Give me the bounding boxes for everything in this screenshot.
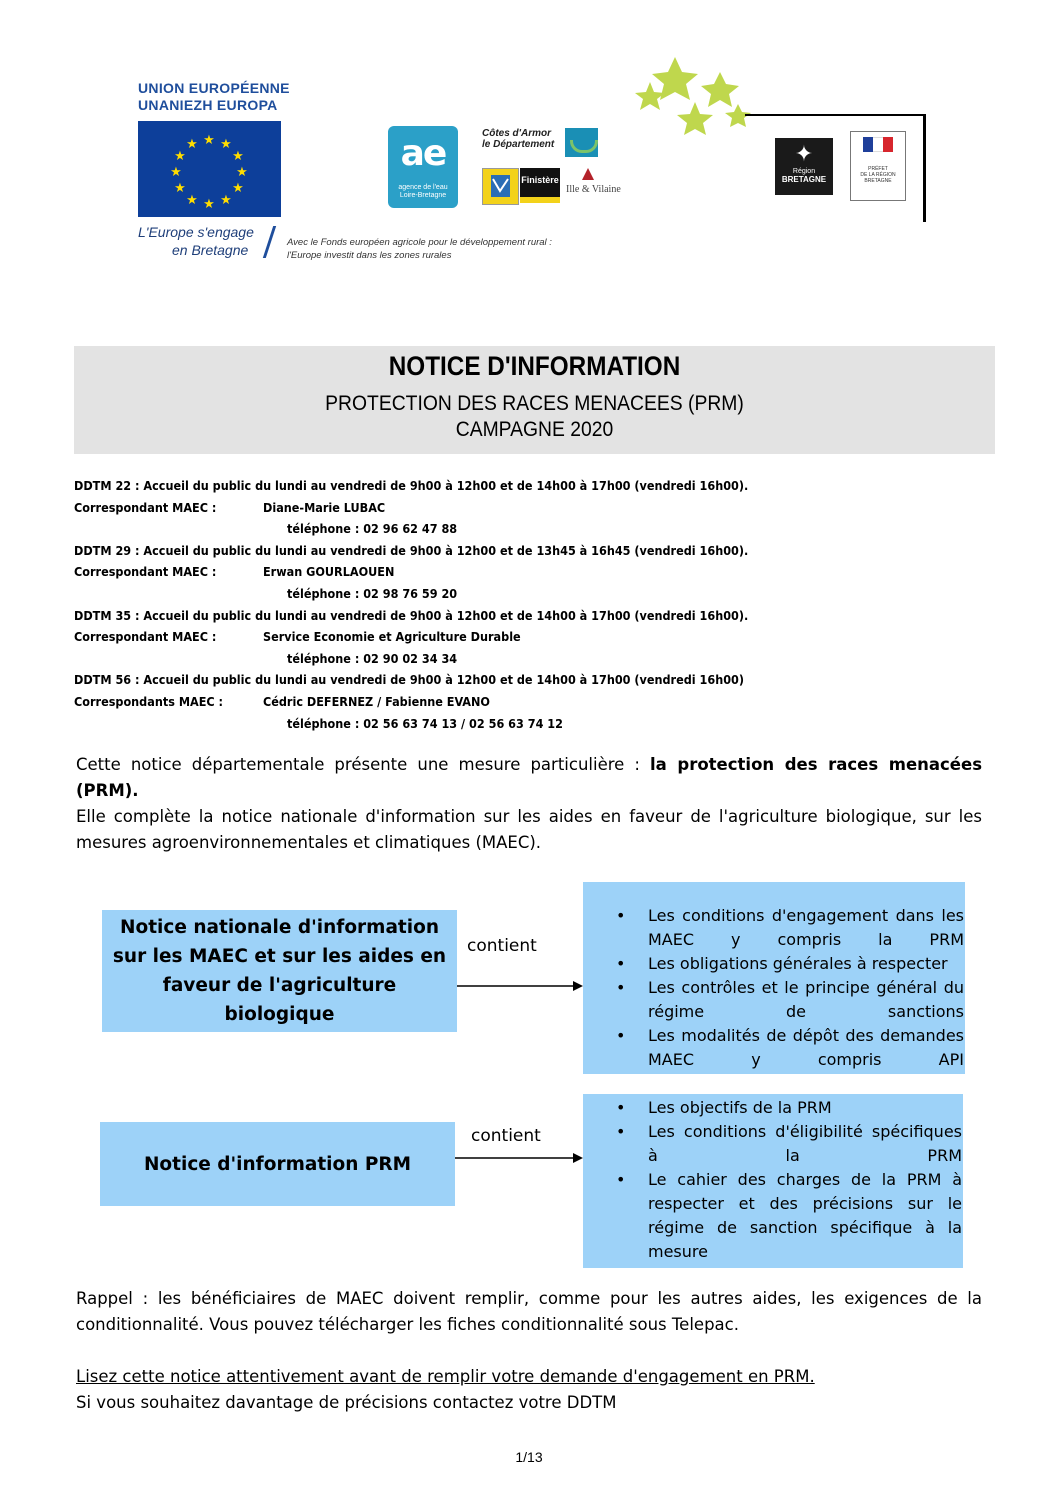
contact-ddtm-text: Si vous souhaitez davantage de précisions contactez votre DDTM <box>76 1393 617 1412</box>
arrow-icon <box>455 1151 585 1165</box>
cotes-line2: le Département <box>482 139 555 150</box>
region-bretagne-logo: ✦ Région BRETAGNE <box>775 138 833 195</box>
document-title: NOTICE D'INFORMATION <box>388 351 681 381</box>
svg-text:★: ★ <box>203 197 215 212</box>
ille-vilaine-label: Ille & Vilaine <box>566 184 621 195</box>
title-block <box>74 346 995 454</box>
prm-notice-label: Notice d'information PRM <box>143 1153 412 1175</box>
prefet-line3: BRETAGNE <box>864 178 892 184</box>
feader-line1: Avec le Fonds européen agricole pour le développement rural : <box>287 237 552 248</box>
correspondent-phone: téléphone : 02 90 02 34 34 <box>287 650 458 666</box>
ddtm-hours: DDTM 29 : Accueil du public du lundi au vendredi de 9h00 à 12h00 et de 13h45 à 16h45 (vendredi 16h00). <box>74 542 749 558</box>
document-subtitle: PROTECTION DES RACES MENACEES (PRM) <box>325 392 744 415</box>
eu-divider <box>263 226 276 258</box>
region-line2: BRETAGNE <box>781 175 827 184</box>
ddtm-22 <box>74 475 748 540</box>
correspondent-name: Diane-Marie LUBAC <box>263 499 386 515</box>
rappel-text: Rappel : les bénéficiaires de MAEC doivent remplir, comme pour les autres aides, les exigences de la conditionnalité. Vous pouvez télécharger les fiches conditionnalité sous Telepac. <box>76 1289 982 1334</box>
list-item: • Les objectifs de la PRM <box>583 1096 963 1120</box>
list-item: • Les contrôles et le principe général du régime de sanctions <box>583 976 965 1024</box>
ille-vilaine-logo <box>566 184 621 195</box>
ddtm-hours: DDTM 22 : Accueil du public du lundi au vendredi de 9h00 à 12h00 et de 14h00 à 17h00 (vendredi 16h00). <box>74 478 749 493</box>
correspondent-label: Correspondant MAEC : <box>74 564 217 580</box>
prm-notice-contents <box>583 1094 963 1268</box>
national-notice-label: Notice nationale d'information sur les MAEC et sur les aides en faveur de l'agriculture biologique <box>112 917 447 1025</box>
contains-label-1: contient <box>467 936 537 956</box>
intro-text <box>76 752 982 856</box>
instructions <box>76 1364 815 1416</box>
eu-line1: UNION EUROPÉENNE <box>138 80 290 96</box>
national-notice-box <box>102 910 457 1032</box>
intro-paragraph-2: Elle complète la notice nationale d'information sur les aides en faveur de l'agriculture biologique, sur les mesures agroenvironnementales et climatiques (MAEC). <box>76 807 982 852</box>
svg-text:★: ★ <box>170 165 182 180</box>
list-item: • Les conditions d'engagement dans les MAEC y compris la PRM <box>583 904 965 952</box>
list-item: • Le cahier des charges de la PRM à respecter et des précisions sur le régime de sanction spécifique à la mesure <box>583 1168 963 1264</box>
read-notice-text: Lisez cette notice attentivement avant de remplir votre demande d'engagement en PRM. <box>76 1367 815 1386</box>
agence-line1: agence de l'eau <box>398 184 448 191</box>
svg-text:★: ★ <box>236 165 248 180</box>
page-number: 1/13 <box>515 1449 543 1465</box>
correspondent-phone: téléphone : 02 56 63 74 13 / 02 56 63 74 12 <box>287 715 563 731</box>
svg-text:★: ★ <box>220 137 232 152</box>
marianne-icon <box>863 137 893 152</box>
campaign-year: CAMPAGNE 2020 <box>455 418 614 441</box>
correspondent-name: Service Economie et Agriculture Durable <box>263 629 521 645</box>
eu-slogan-line2: en Bretagne <box>172 242 249 258</box>
intro-text-bold: la protection des races menacées (PRM). <box>76 755 983 800</box>
finistere-label: Finistère <box>521 175 559 185</box>
eu-slogan-line1: L'Europe s'engage <box>138 224 254 240</box>
correspondent-row <box>74 691 748 713</box>
region-line1: Région <box>792 168 816 175</box>
svg-text:★: ★ <box>174 149 186 164</box>
list-item: • Les modalités de dépôt des demandes MAEC y compris API <box>583 1024 965 1072</box>
ddtm-35 <box>74 605 748 670</box>
feader-text <box>287 236 552 262</box>
svg-text:★: ★ <box>232 149 244 164</box>
prefet-logo <box>850 131 906 201</box>
correspondent-row <box>74 561 748 583</box>
contains-label-2: contient <box>471 1126 541 1146</box>
svg-text:★: ★ <box>186 193 198 208</box>
cotes-armor-logo <box>482 128 554 150</box>
prefet-line1: PRÉFET <box>868 166 888 172</box>
arrow-icon <box>457 979 585 993</box>
national-notice-contents <box>583 882 965 1074</box>
correspondent-phone: téléphone : 02 98 76 59 20 <box>287 585 458 601</box>
correspondent-name: Erwan GOURLAOUEN <box>263 564 395 580</box>
prm-notice-box <box>100 1122 455 1206</box>
list-item: • Les conditions d'éligibilité spécifiques à la PRM <box>583 1120 963 1168</box>
svg-text:★: ★ <box>220 193 232 208</box>
ddtm-29 <box>74 540 748 605</box>
eu-logo-title <box>138 80 290 114</box>
correspondent-row <box>74 497 748 519</box>
ddtm-56 <box>74 669 748 734</box>
bretagne-coat-icon <box>482 168 519 205</box>
cotes-armor-icon <box>565 128 598 157</box>
finistere-logo <box>520 168 560 203</box>
intro-text-start: Cette notice départementale présente une mesure particulière : <box>76 755 651 774</box>
eu-line2: UNANIEZH EUROPA <box>138 97 278 113</box>
correspondent-label: Correspondant MAEC : <box>74 499 217 515</box>
svg-text:★: ★ <box>186 137 198 152</box>
agence-line2: Loire-Bretagne <box>399 192 447 199</box>
svg-text:★: ★ <box>203 133 215 148</box>
stars-icon <box>620 52 760 147</box>
prefet-line2: DE LA RÉGION <box>860 172 896 178</box>
agence-eau-logo: ae agence de l'eau Loire-Bretagne <box>388 126 458 208</box>
intro-paragraph-1 <box>76 752 982 804</box>
ddtm-hours: DDTM 56 : Accueil du public du lundi au vendredi de 9h00 à 12h00 et de 14h00 à 17h00 (vendredi 16h00) <box>74 672 744 688</box>
correspondent-row <box>74 626 748 648</box>
correspondent-label: Correspondants MAEC : <box>74 693 224 709</box>
svg-text:★: ★ <box>174 181 186 196</box>
ddtm-contacts <box>74 475 748 734</box>
feader-line2: l'Europe investit dans les zones rurales <box>287 250 452 261</box>
list-item: • Les obligations générales à respecter <box>583 952 965 976</box>
cotes-line1: Côtes d'Armor <box>482 128 552 139</box>
correspondent-phone: téléphone : 02 96 62 47 88 <box>287 521 458 537</box>
svg-text:★: ★ <box>232 181 244 196</box>
correspondent-name: Cédric DEFERNEZ / Fabienne EVANO <box>263 693 490 709</box>
ddtm-hours: DDTM 35 : Accueil du public du lundi au vendredi de 9h00 à 12h00 et de 14h00 à 17h00 (vendredi 16h00). <box>74 607 749 623</box>
correspondent-label: Correspondant MAEC : <box>74 629 217 645</box>
ille-vilaine-icon <box>580 166 592 178</box>
eu-flag-icon <box>138 121 281 217</box>
eu-slogan <box>138 223 254 259</box>
